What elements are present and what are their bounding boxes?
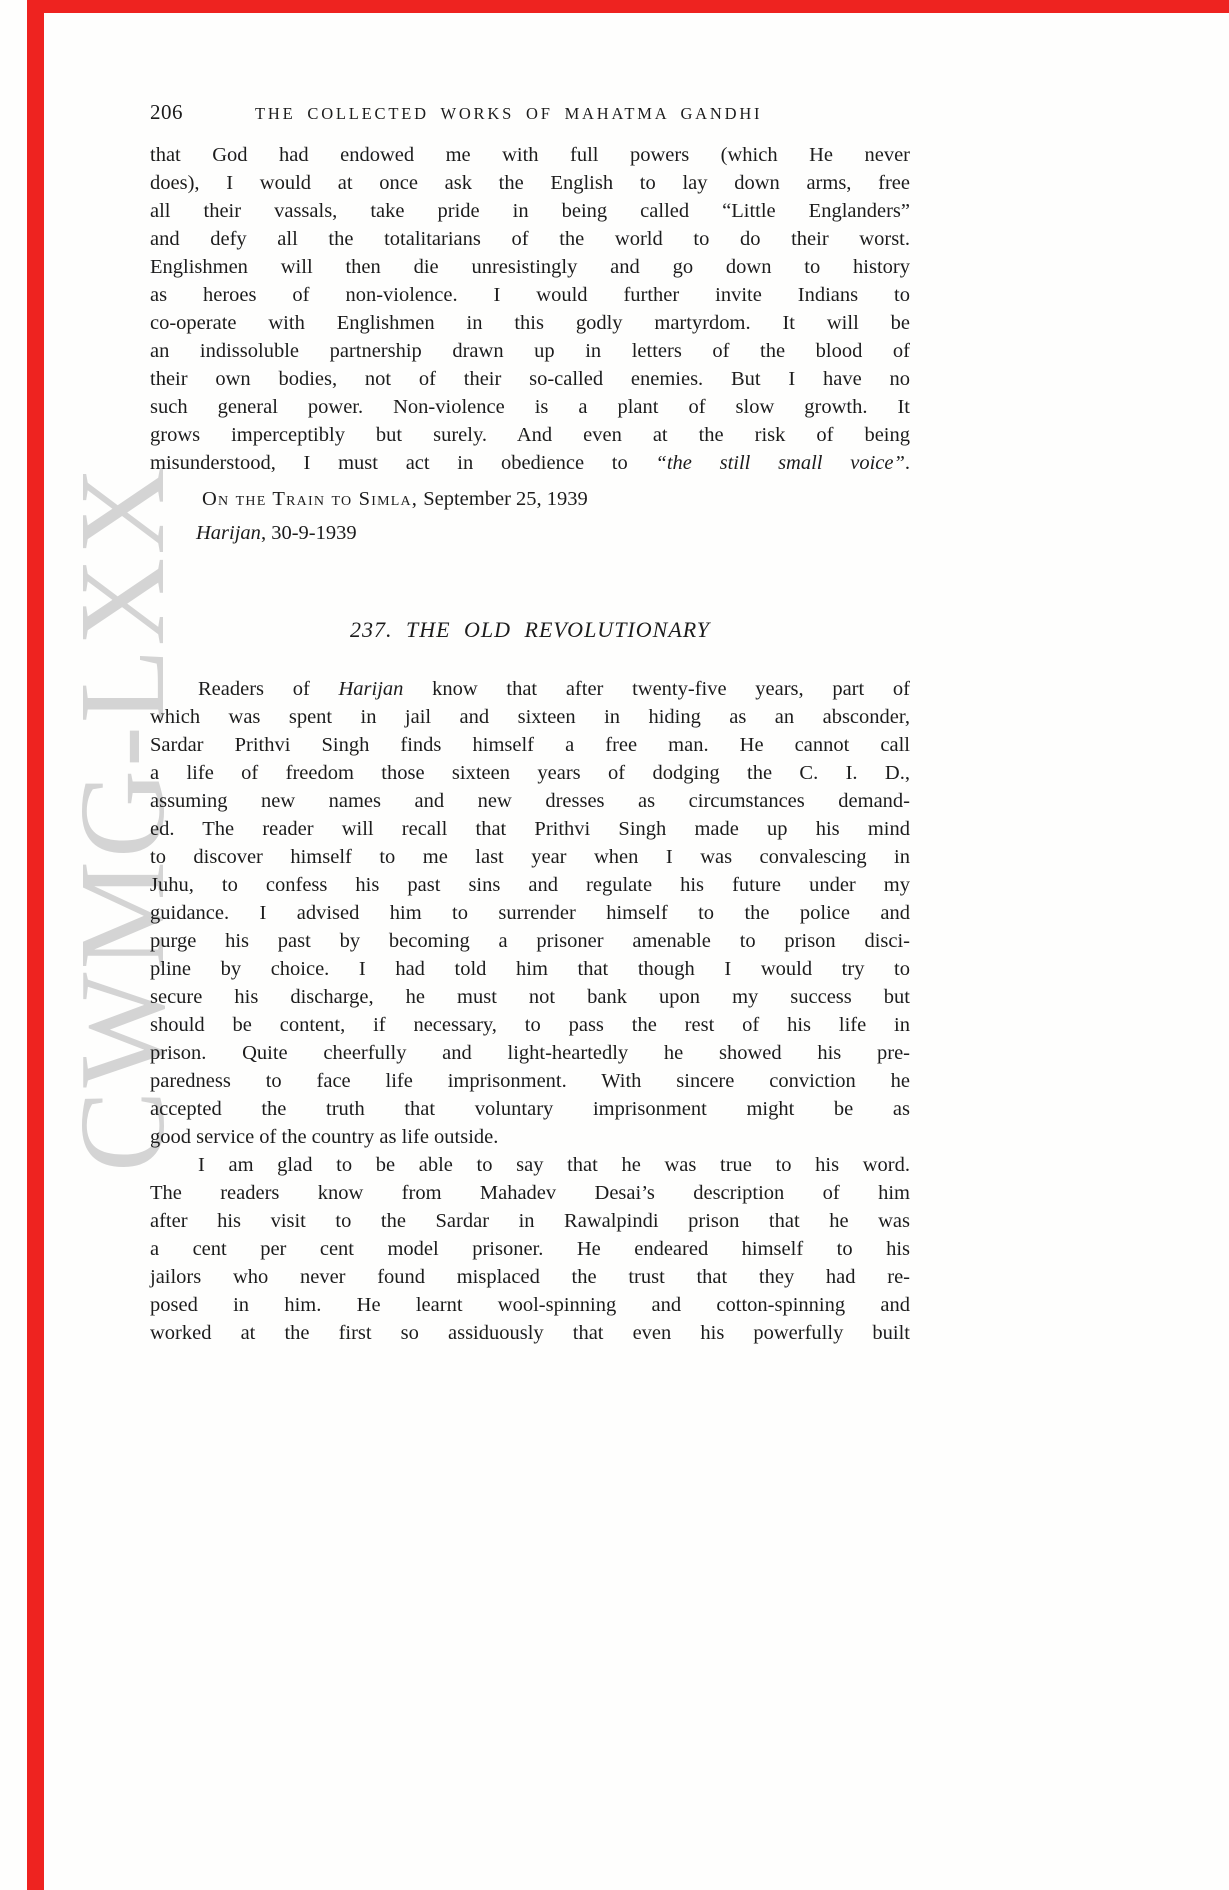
text-line: pline by choice. I had told him that though I would try to	[150, 958, 910, 980]
section-heading: 237. THE OLD REVOLUTIONARY	[349, 617, 711, 642]
text-line: should be content, if necessary, to pass the rest of his life in	[150, 1014, 910, 1036]
text-line: all their vassals, take pride in being called “Little Englanders”	[150, 200, 910, 222]
text-line: worked at the first so assiduously that even his powerfully built	[150, 1322, 910, 1344]
text-line: The readers know from Mahadev Desai’s description of him	[150, 1182, 910, 1204]
text-line: to discover himself to me last year when I was convalescing in	[150, 846, 910, 868]
text-line: such general power. Non-violence is a plant of slow growth. It	[150, 396, 910, 418]
text-line: jailors who never found misplaced the trust that they had re-	[150, 1266, 910, 1288]
text-line: a life of freedom those sixteen years of dodging the C. I. D.,	[150, 762, 910, 784]
text-line: after his visit to the Sardar in Rawalpindi prison that he was	[150, 1210, 910, 1232]
text-line: ed. The reader will recall that Prithvi Singh made up his mind	[150, 818, 910, 840]
text-line: and defy all the totalitarians of the world to do their worst.	[150, 228, 910, 250]
paragraph-2	[150, 1151, 910, 1347]
page-number: 206	[150, 100, 183, 124]
text-line: guidance. I advised him to surrender himself to the police and	[150, 902, 910, 924]
running-title: THE COLLECTED WORKS OF MAHATMA GANDHI	[255, 104, 763, 123]
text-line: an indissoluble partnership drawn up in letters of the blood of	[150, 340, 910, 362]
text-line: prison. Quite cheerfully and light-heartedly he showed his pre-	[150, 1042, 910, 1064]
text-line: Juhu, to confess his past sins and regulate his future under my	[150, 874, 910, 896]
scan-border-left	[27, 0, 44, 1890]
text-line: Readers of Harijan know that after twenty-five years, part of	[198, 678, 910, 700]
text-line: secure his discharge, he must not bank upon my success but	[150, 986, 910, 1008]
text-line: I am glad to be able to say that he was true to his word.	[198, 1154, 910, 1176]
watermark: CWMG-LXX	[55, 463, 190, 1172]
text-line: does), I would at once ask the English to lay down arms, free	[150, 172, 910, 194]
text-line: grows imperceptibly but surely. And even at the risk of being	[150, 424, 910, 446]
text-line: Englishmen will then die unresistingly and go down to history	[150, 256, 910, 278]
text-line: Sardar Prithvi Singh finds himself a free man. He cannot call	[150, 734, 910, 756]
source-line: Harijan, 30-9-1939	[196, 522, 357, 544]
text-line: a cent per cent model prisoner. He endeared himself to his	[150, 1238, 910, 1260]
dateline	[202, 485, 910, 513]
dateline-date: September 25, 1939	[418, 488, 588, 510]
page-header	[150, 100, 910, 125]
text-line: co-operate with Englishmen in this godly martyrdom. It will be	[150, 312, 910, 334]
text-line: misunderstood, I must act in obedience to “the still small voice”.	[150, 452, 910, 474]
dateline-place: On the Train to Simla,	[202, 488, 419, 510]
paragraph-continuation	[150, 141, 910, 477]
text-line: posed in him. He learnt wool-spinning and cotton-spinning and	[150, 1294, 910, 1316]
text-line: paredness to face life imprisonment. With sincere conviction he	[150, 1070, 910, 1092]
text-line: as heroes of non-violence. I would further invite Indians to	[150, 284, 910, 306]
text-line: good service of the country as life outside.	[150, 1126, 499, 1148]
text-line: assuming new names and new dresses as circumstances demand-	[150, 790, 910, 812]
text-line: that God had endowed me with full powers (which He never	[150, 144, 910, 166]
text-line: purge his past by becoming a prisoner amenable to prison disci-	[150, 930, 910, 952]
text-line: their own bodies, not of their so-called enemies. But I have no	[150, 368, 910, 390]
text-column	[150, 0, 910, 1347]
paragraph-1	[150, 675, 910, 1151]
text-line: accepted the truth that voluntary imprisonment might be as	[150, 1098, 910, 1120]
text-line: which was spent in jail and sixteen in hiding as an absconder,	[150, 706, 910, 728]
